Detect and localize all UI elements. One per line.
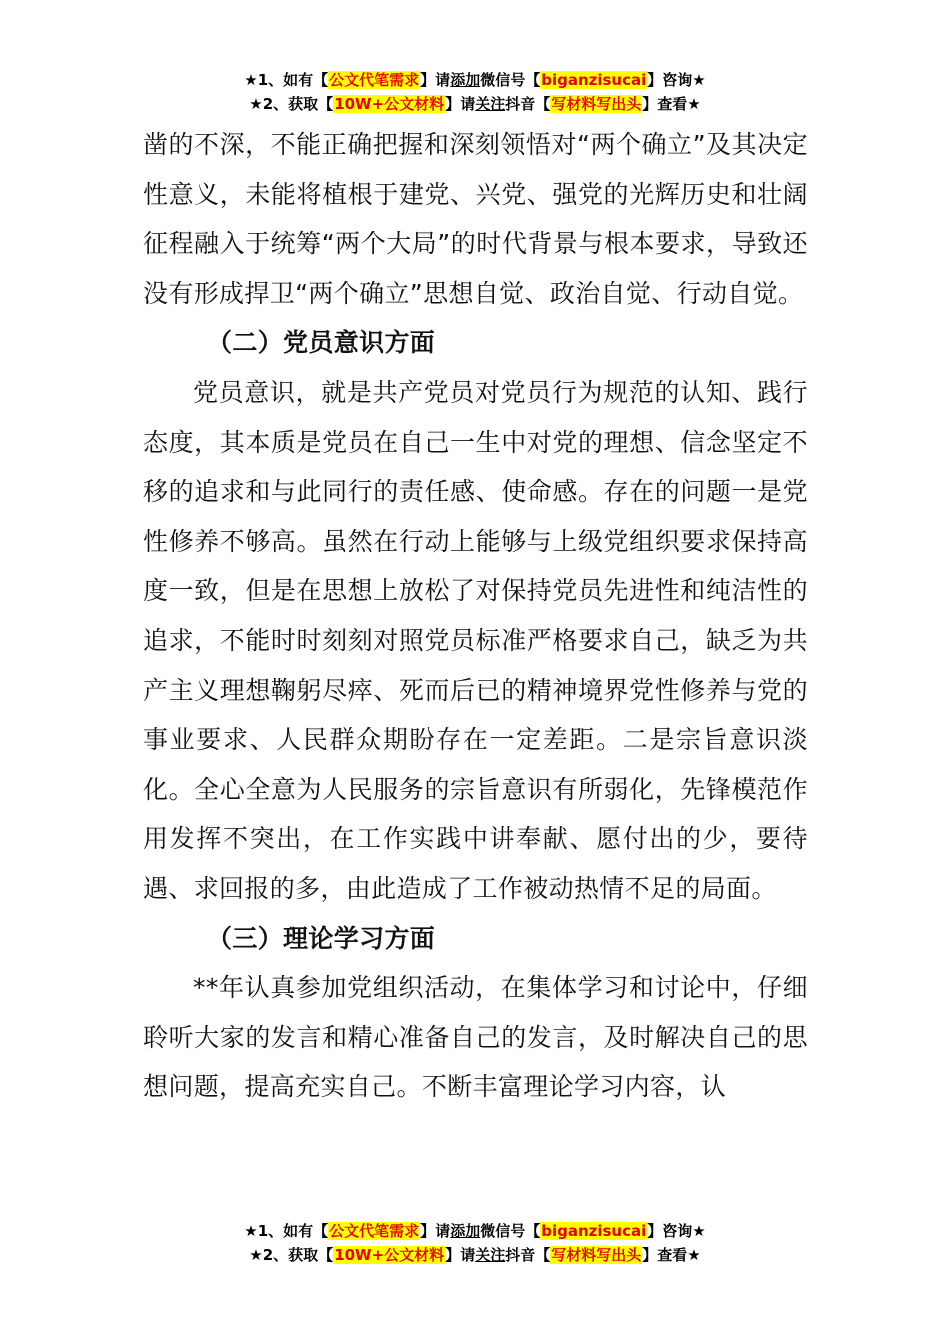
paragraph-theory-study: **年认真参加党组织活动，在集体学习和讨论中，仔细聆听大家的发言和精心准备自己的发言，及时解决自己的思想问题，提高充实自己。不断丰富理论学习内容，认: [143, 973, 808, 1102]
promo-underline: 关注: [475, 95, 506, 113]
promo-underline: 添加: [450, 1222, 481, 1240]
promo-underline: 关注: [475, 1246, 506, 1264]
promo-text: 】请: [445, 95, 476, 113]
promo-text: ★2、获取【: [249, 95, 334, 113]
promo-banner-bottom: [0, 1219, 950, 1267]
promo-highlight-materials: 10W+公文材料: [334, 1246, 445, 1264]
promo-line-2: [0, 1243, 950, 1267]
paragraph-party-awareness: 党员意识，就是共产党员对党员行为规范的认知、践行态度，其本质是党员在自己一生中对党的理想、信念坚定不移的追求和与此同行的责任感、使命感。存在的问题一是党性修养不够高。虽然在行动上能够与上级党组织要求保持高度一致，但是在思想上放松了对保持党员先进性和纯洁性的追求，不能时时刻刻对照党员标准严格要求自己，缺乏为共产主义理想鞠躬尽瘁、死而后已的精神境界党性修养与党的事业要求、人民群众期盼存在一定差距。二是宗旨意识淡化。全心全意为人民服务的宗旨意识有所弱化，先锋模范作用发挥不突出，在工作实践中讲奉献、愿付出的少，要待遇、求回报的多，由此造成了工作被动热情不足的局面。: [143, 377, 808, 903]
promo-text: 抖音【: [505, 95, 551, 113]
promo-text: 】请: [420, 1222, 451, 1240]
promo-underline: 添加: [450, 71, 481, 89]
promo-text: 抖音【: [505, 1246, 551, 1264]
promo-highlight-service: 公文代笔需求: [329, 71, 420, 89]
promo-banner-top: [0, 68, 950, 116]
promo-text: 】请: [445, 1246, 476, 1264]
promo-text: 微信号【: [480, 71, 541, 89]
section-heading-party-awareness: （二）党员意识方面: [207, 328, 436, 358]
promo-text: 】查看★: [642, 1246, 701, 1264]
promo-text: 】查看★: [642, 95, 701, 113]
promo-highlight-douyin: 写材料写出头: [551, 1246, 642, 1264]
promo-text: ★1、如有【: [244, 1222, 329, 1240]
promo-line-2: [0, 92, 950, 116]
promo-highlight-wechat-id: biganzisucai: [541, 1222, 647, 1240]
promo-text: 】咨询★: [647, 1222, 706, 1240]
promo-text: 】请: [420, 71, 451, 89]
document-body: [143, 120, 808, 1112]
promo-highlight-materials: 10W+公文材料: [334, 95, 445, 113]
paragraph-continued: 凿的不深，不能正确把握和深刻领悟对“两个确立”及其决定性意义，未能将植根于建党、兴党、强党的光辉历史和壮阔征程融入于统筹“两个大局”的时代背景与根本要求，导致还没有形成捍卫“两个确立”思想自觉、政治自觉、行动自觉。: [143, 130, 808, 308]
promo-text: 】咨询★: [647, 71, 706, 89]
promo-line-1: [0, 1219, 950, 1243]
promo-highlight-wechat-id: biganzisucai: [541, 71, 647, 89]
promo-text: 微信号【: [480, 1222, 541, 1240]
promo-line-1: [0, 68, 950, 92]
promo-highlight-douyin: 写材料写出头: [551, 95, 642, 113]
section-heading-theory-study: （三）理论学习方面: [207, 923, 436, 953]
promo-text: ★1、如有【: [244, 71, 329, 89]
promo-text: ★2、获取【: [249, 1246, 334, 1264]
promo-highlight-service: 公文代笔需求: [329, 1222, 420, 1240]
